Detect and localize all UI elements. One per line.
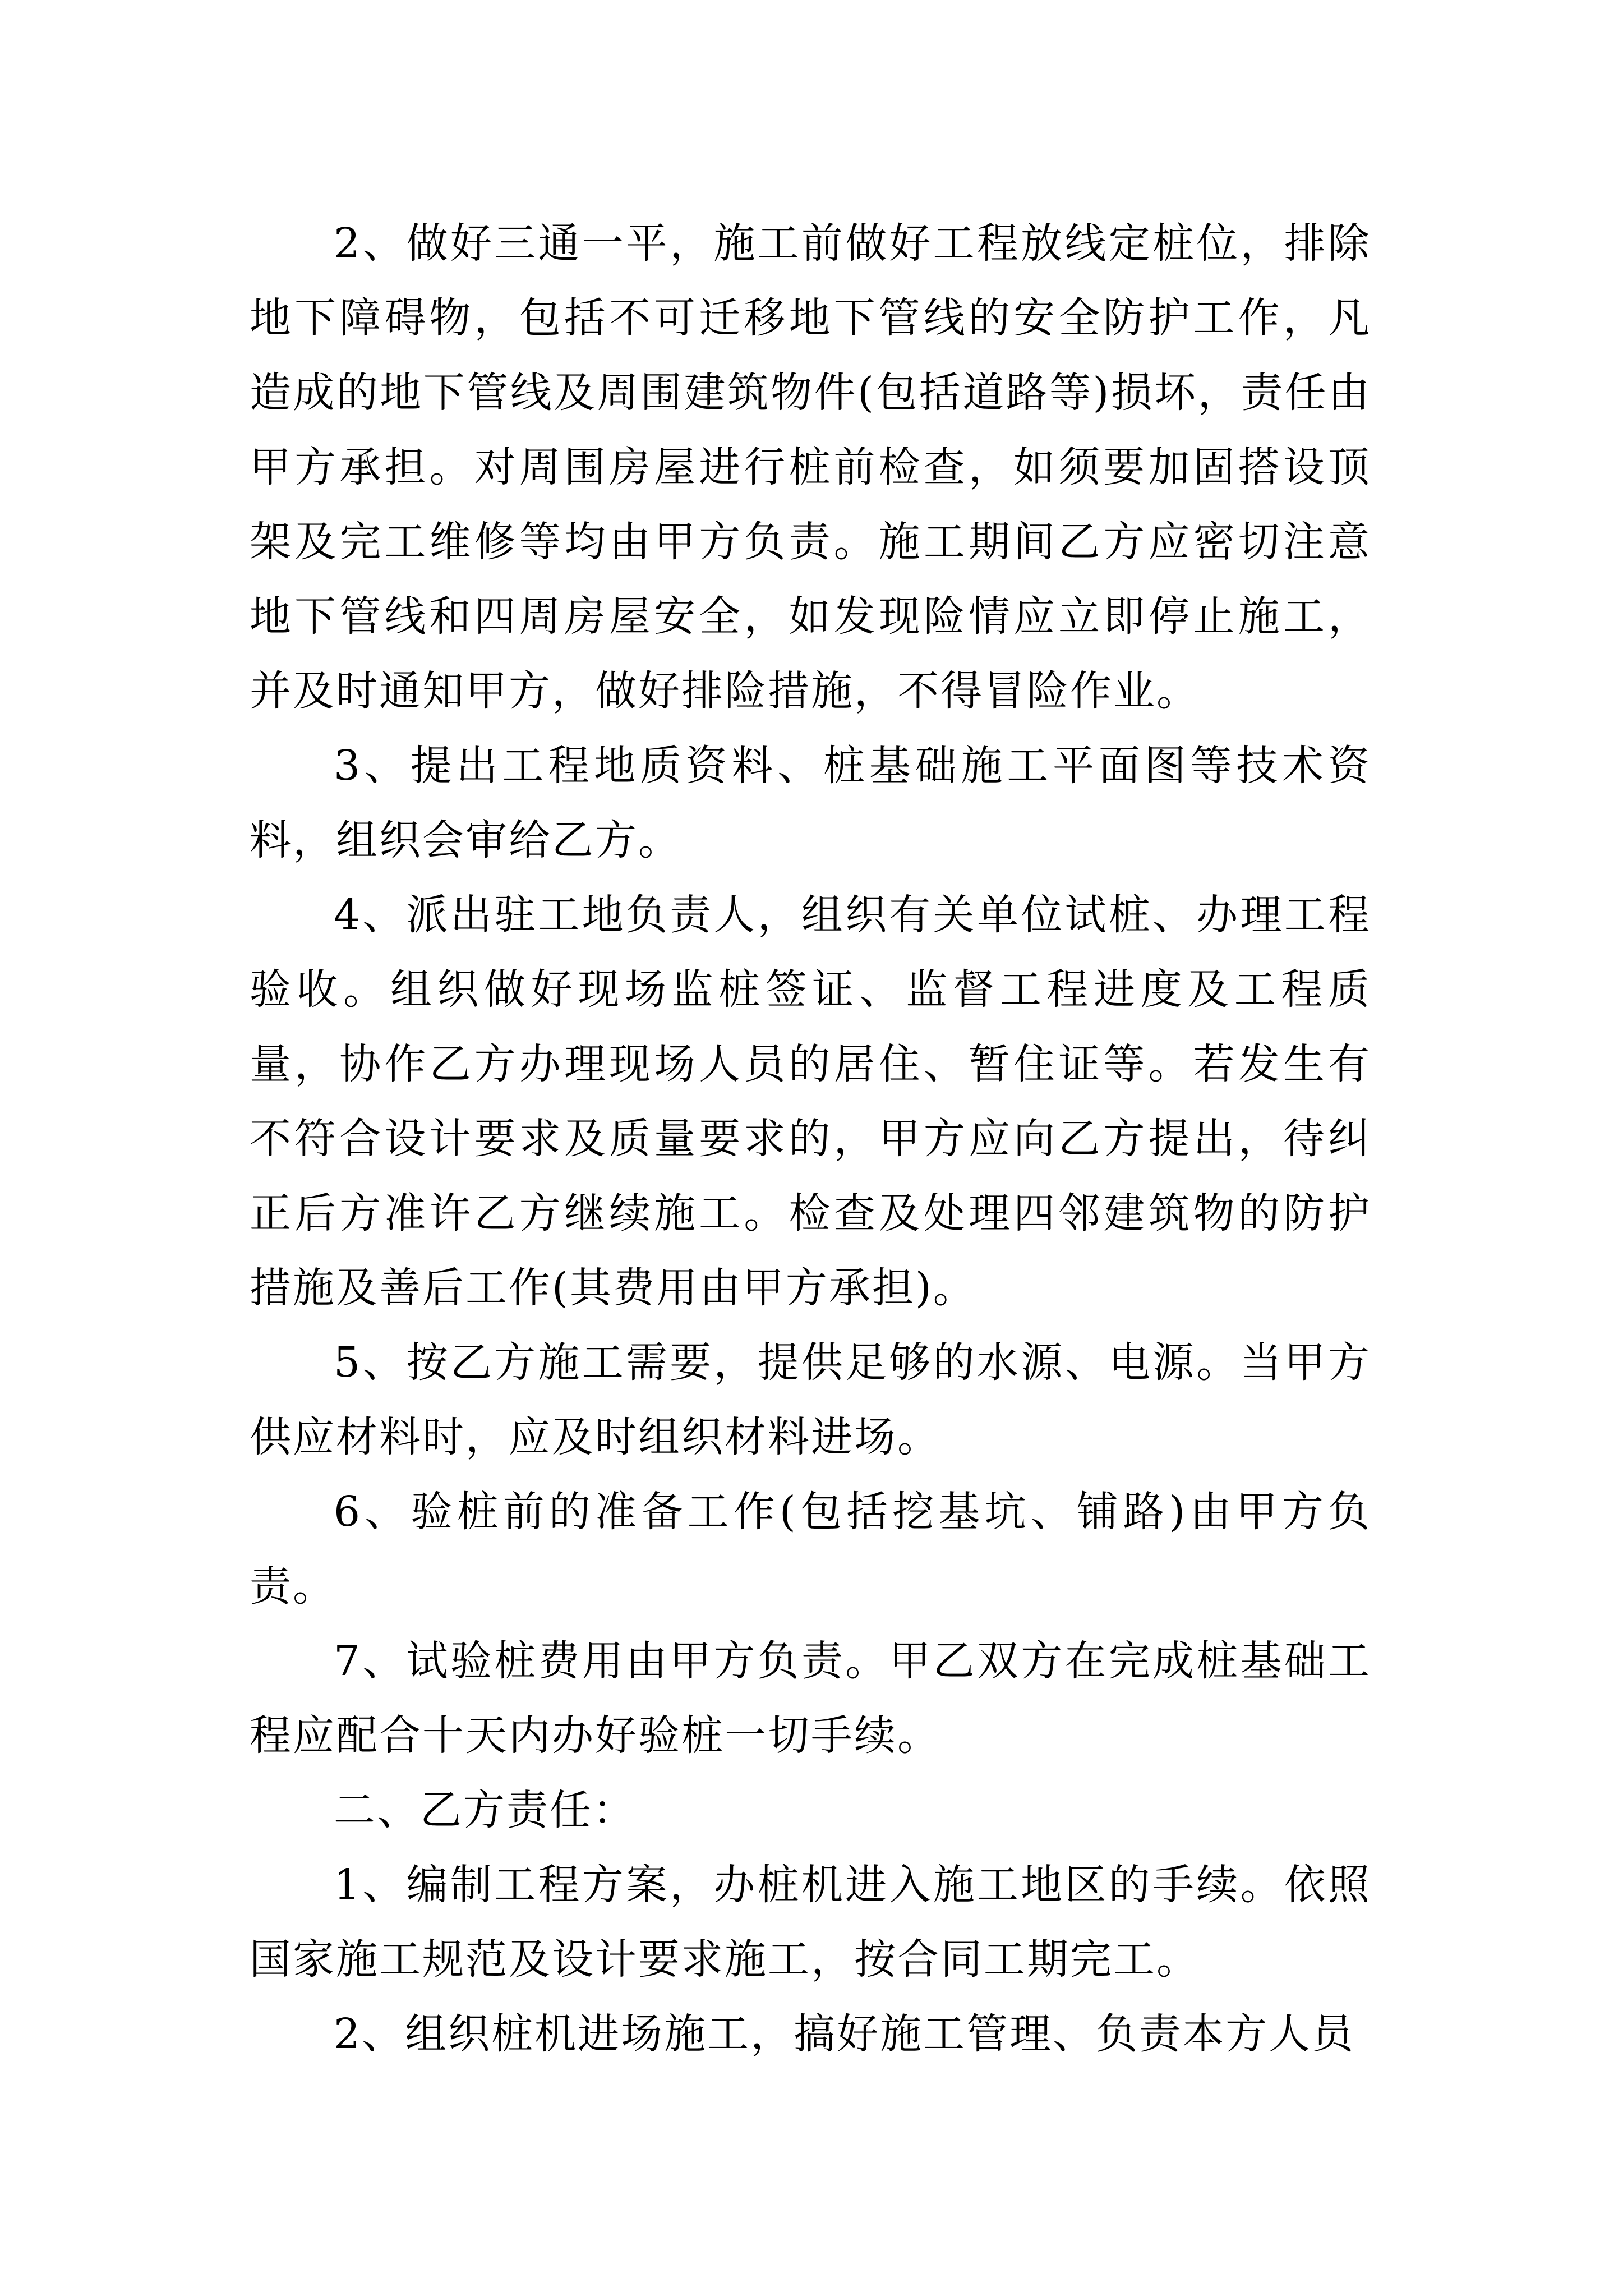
paragraph-a7: 7、试验桩费用由甲方负责。甲乙双方在完成桩基础工程应配合十天内办好验桩一切手续。 xyxy=(250,1637,1371,1760)
paragraph-b1: 1、编制工程方案，办桩机进入施工地区的手续。依照国家施工规范及设计要求施工，按合同工期完工。 xyxy=(250,1861,1371,1984)
paragraph-b2: 2、组织桩机进场施工，搞好施工管理、负责本方人员 xyxy=(334,2010,1355,2058)
paragraph-a6: 6、验桩前的准备工作(包括挖基坑、铺路)由甲方负责。 xyxy=(250,1488,1371,1611)
paragraph-a2: 2、做好三通一平，施工前做好工程放线定桩位，排除地下障碍物，包括不可迁移地下管线的安全防护工作，凡造成的地下管线及周围建筑物件(包括道路等)损坏，责任由甲方承担。对周围房屋进行桩前检查，如须要加固搭设顶架及完工维修等均由甲方负责。施工期间乙方应密切注意地下管线和四周房屋安全，如发现险情应立即停止施工，并及时通知甲方，做好排险措施，不得冒险作业。 xyxy=(250,219,1371,715)
paragraph-a5: 5、按乙方施工需要，提供足够的水源、电源。当甲方供应材料时，应及时组织材料进场。 xyxy=(250,1338,1371,1461)
paragraph-a3: 3、提出工程地质资料、桩基础施工平面图等技术资料，组织会审给乙方。 xyxy=(250,742,1371,864)
paragraph-a4: 4、派出驻工地负责人，组织有关单位试桩、办理工程验收。组织做好现场监桩签证、监督工程进度及工程质量，协作乙方办理现场人员的居住、暂住证等。若发生有不符合设计要求及质量要求的，甲方应向乙方提出，待纠正后方准许乙方继续施工。检查及处理四邻建筑物的防护措施及善后工作(其费用由甲方承担)。 xyxy=(250,891,1371,1312)
document-page xyxy=(250,206,1371,2072)
section-heading-party-b: 二、乙方责任： xyxy=(334,1786,636,1834)
